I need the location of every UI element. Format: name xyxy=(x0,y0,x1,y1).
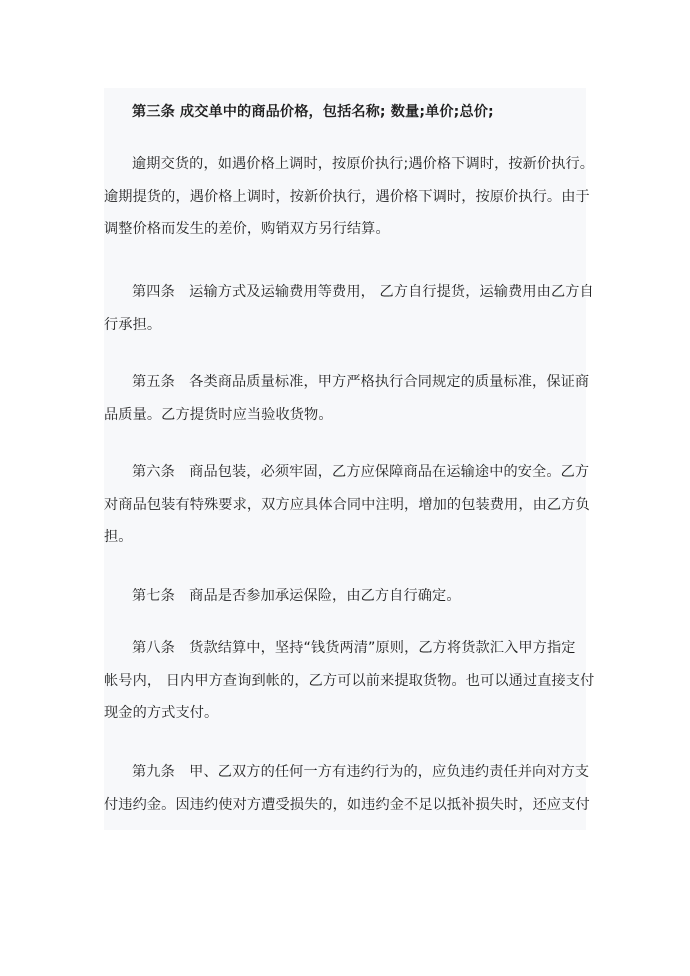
article-7-paragraph xyxy=(104,580,586,613)
text-line: 第九条 甲、乙双方的任何一方有违约行为的，应负违约责任并向对方支 xyxy=(132,764,590,780)
text-line: 第六条 商品包装，必须牢固，乙方应保障商品在运输途中的安全。乙方 xyxy=(132,464,590,480)
text-line: 担。 xyxy=(104,529,133,545)
text-line: 逾期交货的，如遇价格上调时，按原价执行;遇价格下调时，按新价执行。 xyxy=(132,156,595,172)
text-line: 逾期提货的，遇价格上调时，按新价执行，遇价格下调时，按原价执行。由于 xyxy=(104,188,590,205)
text-line: 第八条 货款结算中，坚持“钱货两清”原则，乙方将货款汇入甲方指定 xyxy=(132,640,576,656)
article-8-paragraph xyxy=(104,632,595,730)
text-line: 付违约金。因违约使对方遭受损失的，如违约金不足以抵补损失时，还应支付 xyxy=(104,796,590,813)
text-line: 第七条 商品是否参加承运保险，由乙方自行确定。 xyxy=(132,588,461,604)
article-5-paragraph xyxy=(104,366,590,431)
article-9-paragraph xyxy=(104,756,590,821)
text-line: 品质量。乙方提货时应当验收货物。 xyxy=(104,406,333,423)
article-6-paragraph xyxy=(104,456,590,554)
text-line: 帐号内， 日内甲方查询到帐的，乙方可以前来提取货物。也可以通过直接支付 xyxy=(104,672,595,689)
text-line: 行承担。 xyxy=(104,316,162,333)
text-line: 现金的方式支付。 xyxy=(104,705,219,721)
text-line: 对商品包装有特殊要求，双方应具体合同中注明，增加的包装费用，由乙方负 xyxy=(104,496,590,513)
article-4-paragraph xyxy=(104,276,594,341)
text-line: 第四条 运输方式及运输费用等费用， 乙方自行提货，运输费用由乙方自 xyxy=(132,284,594,300)
text-line: 第五条 各类商品质量标准，甲方严格执行合同规定的质量标准，保证商 xyxy=(132,374,590,390)
overdue-pricing-paragraph xyxy=(104,148,595,246)
text-line: 第三条 成交单中的商品价格，包括名称; 数量;单价;总价; xyxy=(132,104,494,120)
text-line: 调整价格而发生的差价，购销双方另行结算。 xyxy=(104,221,390,237)
article-3-heading xyxy=(104,96,614,129)
